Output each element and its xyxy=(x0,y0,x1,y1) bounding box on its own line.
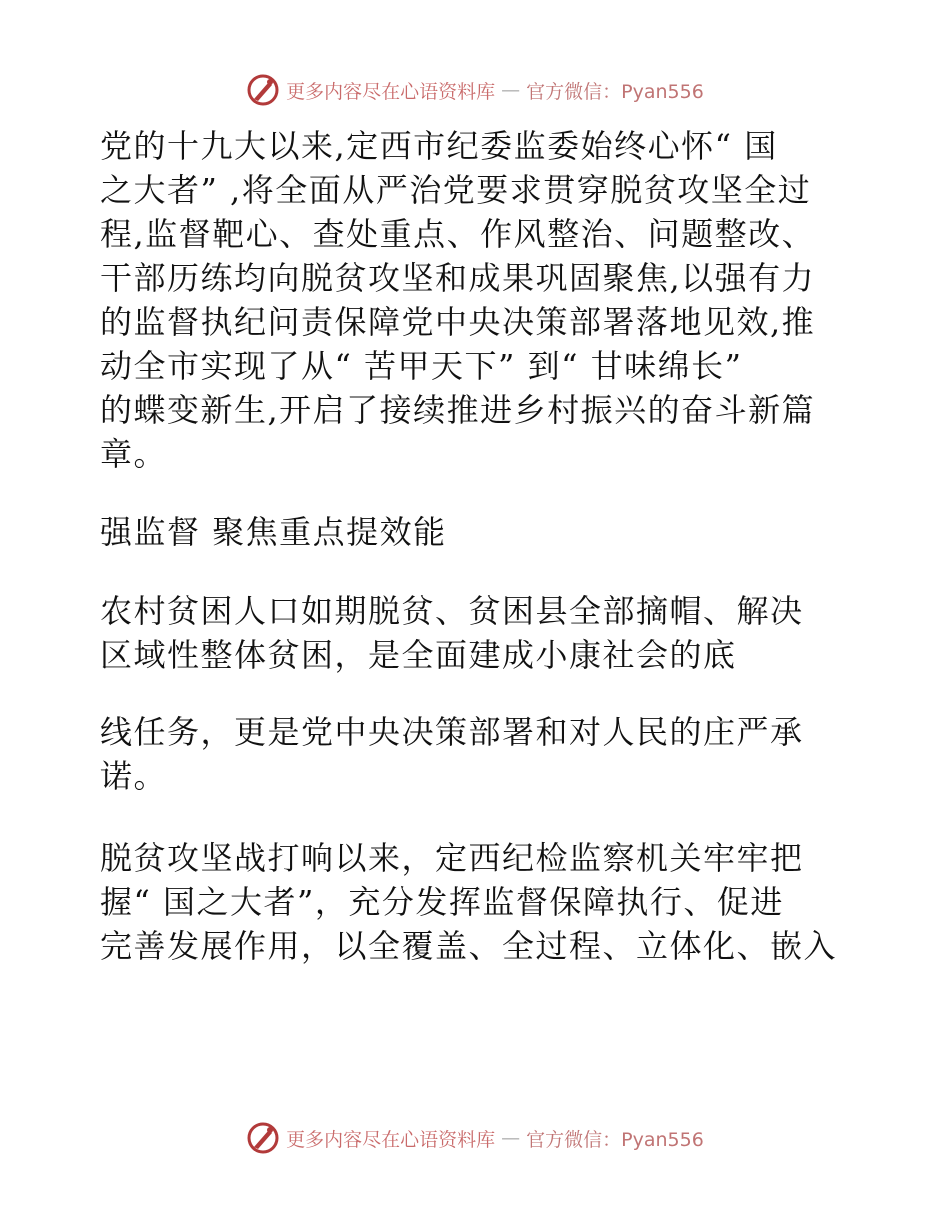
watermark-contact: 官方微信：Pyan556 xyxy=(526,80,704,103)
text-line: 程,监督靶心、查处重点、作风整治、问题整改、 xyxy=(100,215,816,253)
heading-text: 强监督 聚焦重点提效能 xyxy=(100,513,447,551)
watermark-separator: — xyxy=(501,1127,521,1149)
text-line: 农村贫困人口如期脱贫、贫困县全部摘帽、解决 xyxy=(100,592,804,630)
text-line: 干部历练均向脱贫攻坚和成果巩固聚焦,以强有力 xyxy=(100,259,816,297)
watermark-header xyxy=(0,70,950,110)
text-line: 章。 xyxy=(100,435,168,473)
text-line: 完善发展作用，以全覆盖、全过程、立体化、嵌入 xyxy=(100,927,838,965)
watermark-contact: 官方微信：Pyan556 xyxy=(526,1128,704,1151)
brand-logo-icon xyxy=(246,1121,280,1155)
text-line: 握“ 国之大者”，充分发挥监督保障执行、促进 xyxy=(100,883,784,921)
watermark-separator: — xyxy=(501,79,521,101)
watermark-brand: 更多内容尽在心语资料库 xyxy=(286,80,496,103)
paragraph-2 xyxy=(100,589,852,677)
text-line: 党的十九大以来,定西市纪委监委始终心怀“ 国 xyxy=(100,127,778,165)
text-line: 区域性整体贫困，是全面建成小康社会的底 xyxy=(100,636,737,674)
paragraph-intro xyxy=(100,124,852,476)
text-line: 的蝶变新生,开启了接续推进乡村振兴的奋斗新篇 xyxy=(100,391,816,429)
text-line: 线任务，更是党中央决策部署和对人民的庄严承 xyxy=(100,713,804,751)
paragraph-4 xyxy=(100,836,852,968)
section-heading xyxy=(100,510,852,554)
document-body xyxy=(100,124,852,968)
text-line: 的监督执纪问责保障党中央决策部署落地见效,推 xyxy=(100,303,816,341)
text-line: 脱贫攻坚战打响以来，定西纪检监察机关牢牢把 xyxy=(100,839,804,877)
brand-logo-icon xyxy=(246,73,280,107)
text-line: 诺。 xyxy=(100,757,168,795)
text-line: 之大者” ,将全面从严治党要求贯穿脱贫攻坚全过 xyxy=(100,171,812,209)
watermark-footer xyxy=(0,1118,950,1158)
paragraph-3 xyxy=(100,710,852,798)
watermark-brand: 更多内容尽在心语资料库 xyxy=(286,1128,496,1151)
text-line: 动全市实现了从“ 苦甲天下” 到“ 甘味绵长” xyxy=(100,347,743,385)
